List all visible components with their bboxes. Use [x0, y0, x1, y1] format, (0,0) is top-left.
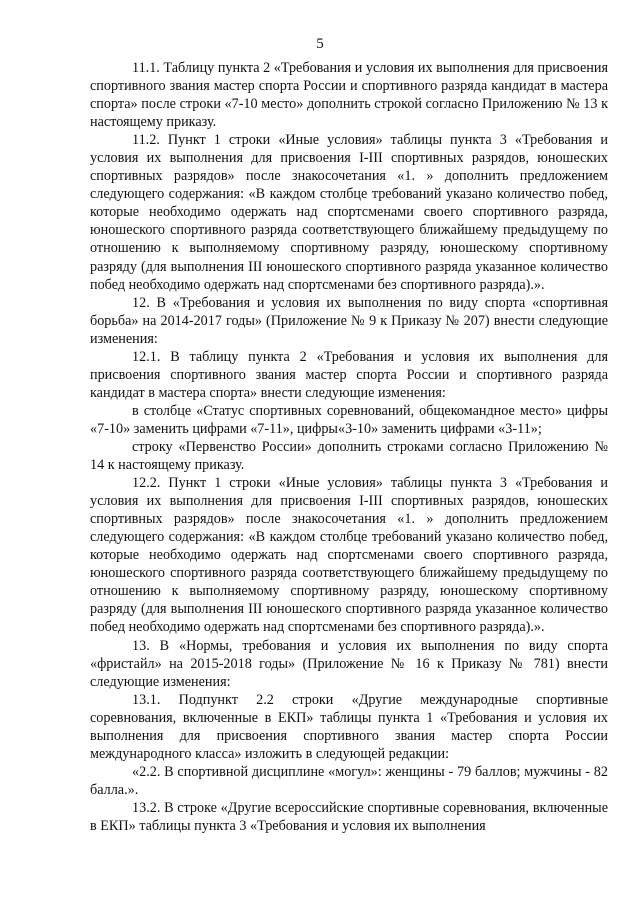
paragraph-12: 12. В «Требования и условия их выполнения по виду спорта «спортивная борьба» на 2014-2017 годы» (Приложение № 9 к Приказу № 207) внести следующие изменения: — [90, 294, 608, 347]
paragraph-13-2: 13.2. В строке «Другие всероссийские спортивные соревнования, включенные в ЕКП» таблицы пункта 3 «Требования и условия их выполнения — [90, 799, 608, 834]
document-body — [90, 59, 608, 835]
paragraph-11-1: 11.1. Таблицу пункта 2 «Требования и условия их выполнения для присвоения спортивного звания мастер спорта России и спортивного разряда кандидат в мастера спорта» после строки «7-10 место» дополнить строкой согласно Приложению № 13 к настоящему приказу. — [90, 60, 608, 131]
paragraph-11-2: 11.2. Пункт 1 строки «Иные условия» таблицы пункта 3 «Требования и условия их выполнения для присвоения I-III спортивных разрядов, юношеских спортивных разрядов» после знакосочетания «1. » дополнить предложением следующего содержания: «В каждом столбце требований указано количество побед, которые необходимо одержать над спортсменами своего спортивного разряда, юношеского спортивного разряда соответствующего ближайшему предыдущему по отношению к выполняемому спортивному разряду, юношескому спортивному разряду (для выполнения III юношеского спортивного разряда указанное количество побед необходимо одержать над спортсменами без спортивного разряда).». — [90, 132, 608, 293]
paragraph-13: 13. В «Нормы, требования и условия их выполнения по виду спорта «фристайл» на 2015-2018 годы» (Приложение № 16 к Приказу № 781) внести следующие изменения: — [90, 637, 608, 690]
paragraph-12-1: 12.1. В таблицу пункта 2 «Требования и условия их выполнения для присвоения спортивного звания мастер спорта России и спортивного разряда кандидат в мастера спорта» внести следующие изменения: — [90, 348, 608, 401]
paragraph-12-1-row-addition: строку «Первенство России» дополнить строками согласно Приложению № 14 к настоящему приказу. — [90, 438, 608, 474]
paragraph-13-1-quote: «2.2. В спортивной дисциплине «могул»: женщины - 79 баллов; мужчины - 82 балла.». — [90, 763, 608, 798]
paragraph-12-2: 12.2. Пункт 1 строки «Иные условия» таблицы пункта 3 «Требования и условия их выполнения для присвоения I-III спортивных разрядов, юношеских спортивных разрядов» после знакосочетания «1. » дополнить предложением следующего содержания: «В каждом столбце требований указано количество побед, которые необходимо одержать над спортсменами своего спортивного разряда, юношеского спортивного разряда соответствующего ближайшему предыдущему по отношению к выполняемому спортивному разряду, юношескому спортивному разряду (для выполнения III юношеского спортивного разряда указанное количество побед необходимо одержать над спортсменами без спортивного разряда).». — [90, 475, 608, 636]
paragraph-13-1: 13.1. Подпункт 2.2 строки «Другие международные спортивные соревнования, включенные в ЕКП» таблицы пункта 1 «Требования и условия их выполнения для присвоения спортивного звания мастер спорта России международного класса» изложить в следующей редакции: — [90, 691, 608, 762]
paragraph-12-1-column-change: в столбце «Статус спортивных соревнований, общекомандное место» цифры «7-10» заменить цифрами «7-11», цифры«3-10» заменить цифрами «3-11»; — [90, 402, 608, 437]
page-number: 5 — [316, 36, 324, 52]
